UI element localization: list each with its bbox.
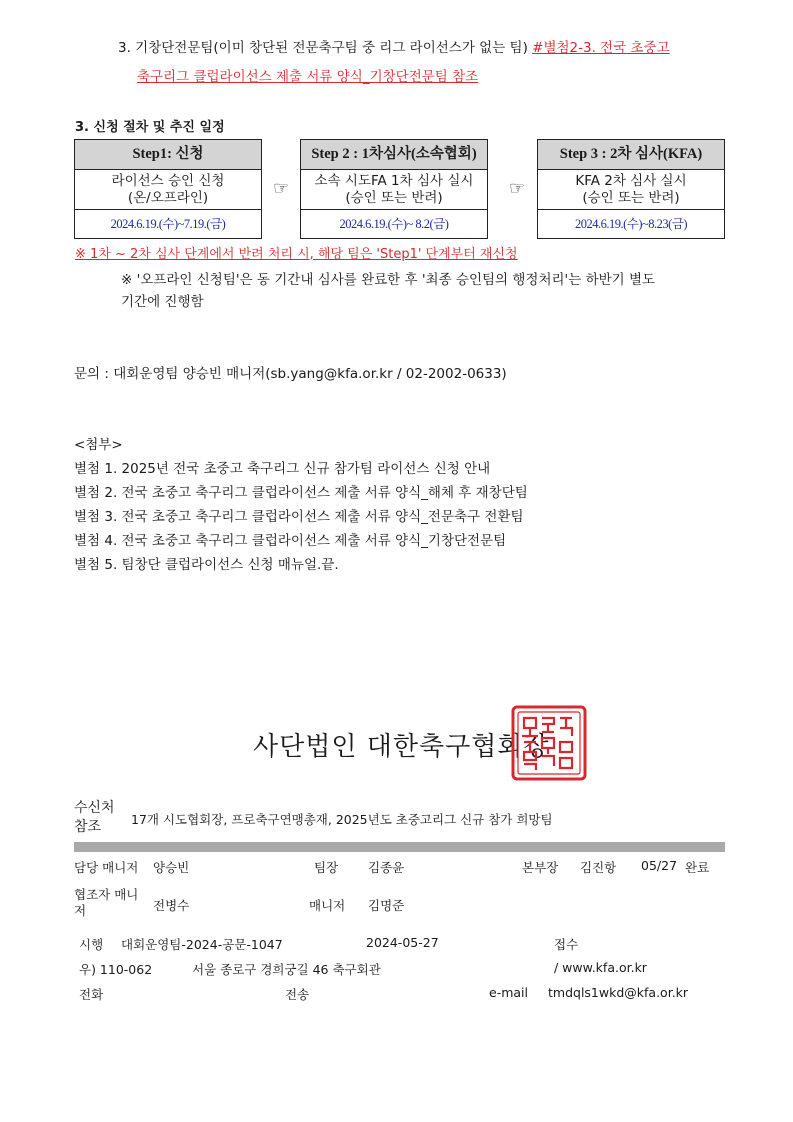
item3-link-part1[interactable]: #별첨2-3. 전국 초중고 [532,40,670,56]
team-lead-name: 김종윤 [368,860,405,875]
doc-number: 대회운영팀-2024-공문-1047 [121,937,283,952]
item3-text: 3. 기창단전문팀(이미 창단된 전문축구팀 중 리그 라이선스가 없는 팀) [118,40,533,56]
website-link[interactable]: / www.kfa.or.kr [554,960,647,975]
contact-line: 문의 : 대회운영팀 양승빈 매니저(sb.yang@kfa.or.kr / 02-2002-0633) [74,366,507,382]
step3-desc-line1: KFA 2차 심사 실시 [575,173,687,189]
step3-box [537,139,725,239]
collaborator-label-line1: 협조자 매니 [74,887,139,902]
attachment-item: 별첨 1. 2025년 전국 초중고 축구리그 신규 참가팀 라이선스 신청 안내 [74,461,491,477]
step1-date: 2024.6.19.(수)~7.19.(금) [110,217,226,231]
step2-desc-line1: 소속 시도FA 1차 심사 실시 [314,173,474,189]
step3-desc-line2: (승인 또는 반려) [582,190,680,206]
note-line2: 기간에 진행함 [121,294,204,310]
collaborator-label-line2: 저 [74,903,87,918]
step2-box [300,139,488,239]
approval-date: 05/27 [641,858,678,873]
official-seal-icon [510,704,588,782]
recipient-label-line1: 수신처 [74,800,115,816]
step2-desc-line2: (승인 또는 반려) [345,190,443,206]
pointing-hand-icon: ☞ [509,178,526,199]
recipient-label [74,799,115,837]
warning-text: ※ 1차 ~ 2차 심사 단계에서 반려 처리 시, 해당 팀은 'Step1' 단계부터 재신청 [75,247,518,262]
manager2-label: 매니저 [309,898,346,913]
postal-code: 우) 110-062 [79,962,153,977]
section-title: 3. 신청 절차 및 추진 일정 [75,120,225,135]
attachment-item: 별첨 5. 팀창단 클럽라이선스 신청 매뉴얼.끝. [74,557,339,573]
phone-label: 전화 [79,987,104,1002]
step1-desc-line2: (온/오프라인) [127,190,209,206]
step1-description [75,170,261,210]
step1-box [74,139,262,239]
step3-date: 2024.6.19.(수)~8.23(금) [574,217,688,231]
fax-label: 전송 [285,987,310,1002]
step2-date: 2024.6.19.(수)~ 8.2(금) [339,217,449,231]
team-lead-label: 팀장 [314,860,339,875]
enforce-label: 시행 [79,937,104,952]
email-label: e-mail [489,985,528,1000]
director-name: 김진항 [580,860,617,875]
step3-description [538,170,724,210]
note-line1: ※ '오프라인 신청팀'은 동 기간내 심사를 완료한 후 '최종 승인팀의 행정처리'는 하반기 별도 [121,272,656,288]
approval-status: 완료 [685,860,710,875]
attachment-item: 별첨 4. 전국 초중고 축구리그 클럽라이선스 제출 서류 양식_기창단전문팀 [74,533,507,549]
reference-label: 참조 [74,819,102,835]
step1-title: Step1: 신청 [75,140,261,170]
enforce-date: 2024-05-27 [366,935,439,950]
step2-description [301,170,487,210]
pointing-hand-icon: ☞ [273,178,290,199]
receipt-label: 접수 [554,937,579,952]
attachment-item: 별첨 2. 전국 초중고 축구리그 클럽라이선스 제출 서류 양식_해체 후 재창단팀 [74,485,528,501]
manager2-name: 김명준 [368,898,405,913]
collaborator-label [74,887,138,919]
step1-desc-line1: 라이선스 승인 신청 [111,173,225,189]
collaborator-name: 전병수 [153,898,190,913]
organization-name: 사단법인 대한축구협회장 [253,732,550,762]
step2-title: Step 2 : 1차심사(소속협회) [301,140,487,170]
item3-line [118,36,670,56]
manager-name: 양승빈 [153,860,190,875]
director-label: 본부장 [522,860,559,875]
attachments-heading: <첨부> [74,437,123,453]
manager-label: 담당 매니저 [74,860,139,875]
item3-link-part2[interactable]: 축구리그 클럽라이선스 제출 서류 양식_기창단전문팀 참조 [137,69,479,85]
email-address[interactable]: tmdqls1wkd@kfa.or.kr [548,985,689,1000]
step3-title: Step 3 : 2차 심사(KFA) [538,140,724,170]
divider-bar [74,842,725,852]
attachment-item: 별첨 3. 전국 초중고 축구리그 클럽라이선스 제출 서류 양식_전문축구 전환팀 [74,509,524,525]
address: 서울 종로구 경희궁길 46 축구회관 [192,962,381,977]
recipient-text: 17개 시도협회장, 프로축구연맹총재, 2025년도 초중고리그 신규 참가 희망팀 [131,812,553,827]
